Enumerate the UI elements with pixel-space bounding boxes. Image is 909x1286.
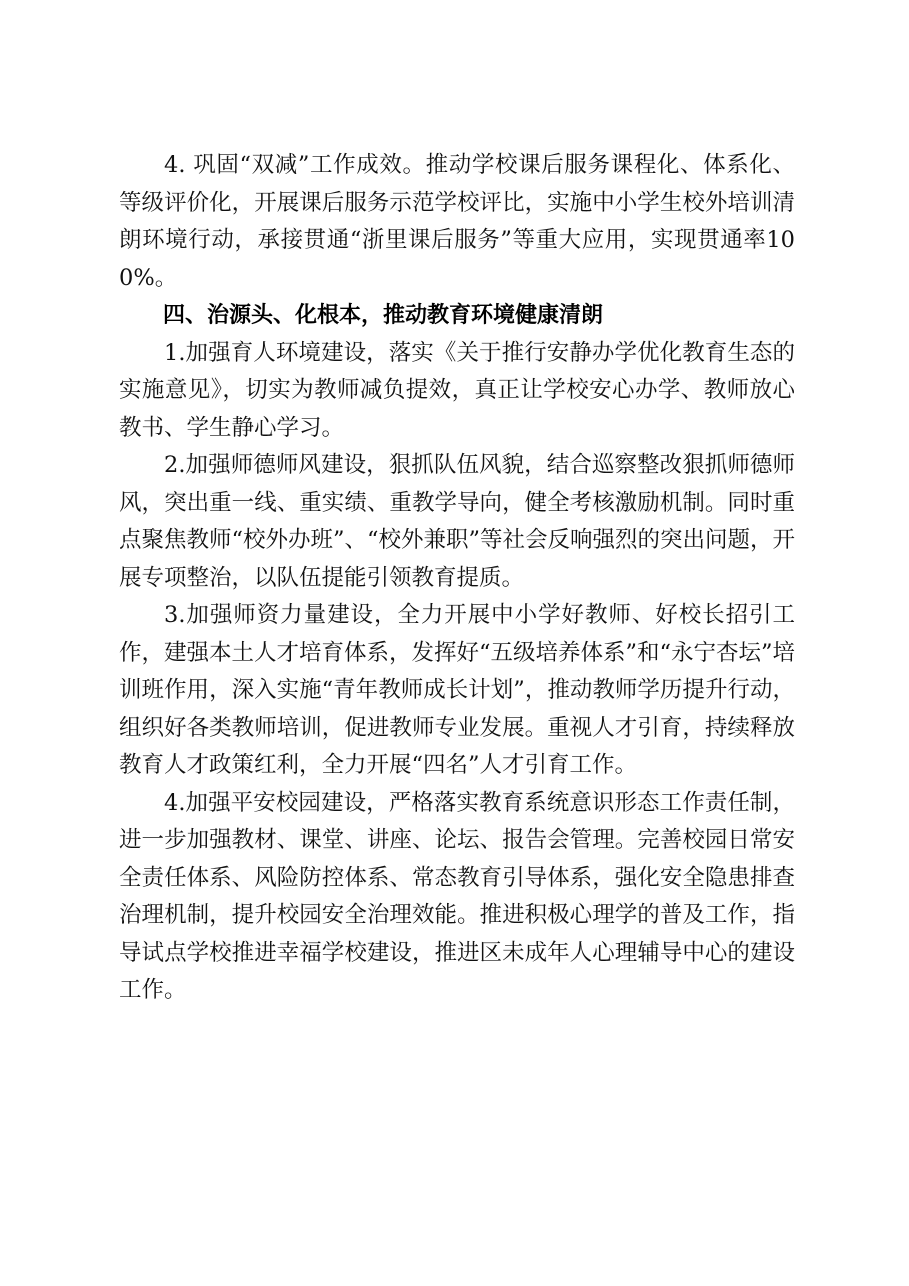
paragraph-campus-safety: 4.加强平安校园建设，严格落实教育系统意识形态工作责任制，进一步加强教材、课堂、讲座、论坛、报告会管理。完善校园日常安全责任体系、风险防控体系、常态教育引导体系，强化安全隐患排查治理机制，提升校园安全治理效能。推进积极心理学的普及工作，指导试点学校推进幸福学校建设，推进区未成年人心理辅导中心的建设工作。 <box>119 789 795 1003</box>
section-heading-4: 四、治源头、化根本，推动教育环境健康清朗 <box>163 303 604 328</box>
paragraph-teacher-ethics: 2.加强师德师风建设，狠抓队伍风貌，结合巡察整改狠抓师德师风，突出重一线、重实绩、重教学导向，健全考核激励机制。同时重点聚焦教师“校外办班”、“校外兼职”等社会反响强烈的突出问题，开展专项整治，以队伍提能引领教育提质。 <box>119 452 796 591</box>
paragraph-teaching-staff: 3.加强师资力量建设，全力开展中小学好教师、好校长招引工作，建强本土人才培育体系，发挥好“五级培养体系”和“永宁杏坛”培训班作用，深入实施“青年教师成长计划”，推动教师学历提升行动，组织好各类教师培训，促进教师专业发展。重视人才引育，持续释放教育人才政策红利，全力开展“四名”人才引育工作。 <box>119 602 796 778</box>
paragraph-education-environment: 1.加强育人环境建设，落实《关于推行安静办学优化教育生态的实施意见》，切实为教师减负提效，真正让学校安心办学、教师放心教书、学生静心学习。 <box>119 339 795 441</box>
document-body <box>119 147 795 1010</box>
paragraph-double-reduction: 4. 巩固“双减”工作成效。推动学校课后服务课程化、体系化、等级评价化，开展课后服务示范学校评比，实施中小学生校外培训清朗环境行动，承接贯通“浙里课后服务”等重大应用，实现贯通率100%。 <box>119 152 795 291</box>
